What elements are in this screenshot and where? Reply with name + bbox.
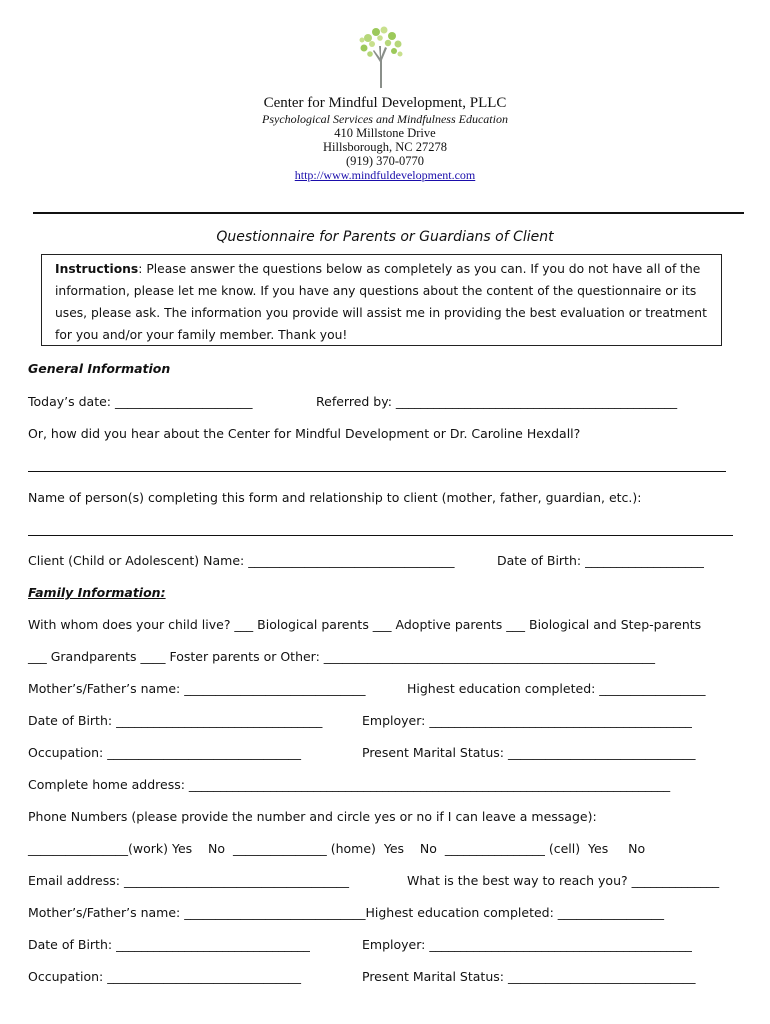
header-divider — [33, 212, 744, 214]
form-title: Questionnaire for Parents or Guardians of Client — [216, 229, 554, 245]
best-contact-field[interactable]: What is the best way to reach you? ______________ — [407, 873, 720, 888]
section-family-information: Family Information: — [28, 585, 166, 600]
name-completing-question: Name of person(s) completing this form and relationship to client (mother, father, guardian, etc.): — [28, 490, 642, 505]
marital-status-field-2[interactable]: Present Marital Status: ______________________________ — [362, 969, 696, 984]
employer-field-2[interactable]: Employer: __________________________________________ — [362, 937, 692, 952]
instructions-label: Instructions — [55, 262, 139, 276]
org-tagline: Psychological Services and Mindfulness Education — [262, 112, 508, 126]
todays-date-field[interactable]: Today’s date: ______________________ — [28, 394, 253, 409]
client-dob-field[interactable]: Date of Birth: ___________________ — [497, 553, 704, 568]
org-name: Center for Mindful Development, PLLC — [263, 95, 507, 111]
lives-with-options[interactable]: With whom does your child live? ___ Biological parents ___ Adoptive parents ___ Biological and Step-parents — [28, 617, 702, 632]
instructions-box — [41, 254, 722, 346]
occupation-field[interactable]: Occupation: _______________________________ — [28, 745, 301, 760]
website-link[interactable]: http://www.mindfuldevelopment.com — [294, 168, 476, 182]
phone-numbers-fields[interactable]: ________________(work) Yes No _______________ (home) Yes No ________________ (cell) Yes No — [28, 841, 646, 856]
instructions-text: : Please answer the questions below as completely as you can. If you do not have all of the information, please let me know. If you have any questions about the content of the questionnaire or its uses, please ask. The information you provide will assist me in providing the best evaluation or treatment for you and/or your family member. Thank you! — [55, 262, 707, 342]
lives-with-options-2[interactable]: ___ Grandparents ____ Foster parents or Other: _____________________________________________________ — [28, 649, 656, 664]
phone-number: (919) 370-0770 — [345, 154, 425, 168]
tree-logo-icon — [356, 24, 406, 88]
occupation-field-2[interactable]: Occupation: _______________________________ — [28, 969, 301, 984]
email-field[interactable]: Email address: ____________________________________ — [28, 873, 349, 888]
address-line-2: Hillsborough, NC 27278 — [323, 140, 447, 154]
how-heard-question: Or, how did you hear about the Center for Mindful Development or Dr. Caroline Hexdall? — [28, 426, 581, 441]
how-heard-answer-line[interactable] — [28, 471, 726, 472]
marital-status-field[interactable]: Present Marital Status: ______________________________ — [362, 745, 696, 760]
section-general-information: General Information — [28, 361, 171, 376]
referred-by-field[interactable]: Referred by: _____________________________________________ — [316, 394, 678, 409]
address-line-1: 410 Millstone Drive — [334, 126, 436, 140]
parent-dob-field-2[interactable]: Date of Birth: _______________________________ — [28, 937, 310, 952]
employer-field[interactable]: Employer: __________________________________________ — [362, 713, 692, 728]
client-name-field[interactable]: Client (Child or Adolescent) Name: _________________________________ — [28, 553, 455, 568]
parent-name-field-2[interactable]: Mother’s/Father’s name: _____________________________Highest education completed: _________________ — [28, 905, 665, 920]
name-completing-answer-line[interactable] — [28, 535, 733, 536]
education-field[interactable]: Highest education completed: _________________ — [407, 681, 706, 696]
phone-numbers-question: Phone Numbers (please provide the number and circle yes or no if I can leave a message): — [28, 809, 597, 824]
parent-dob-field[interactable]: Date of Birth: _________________________________ — [28, 713, 323, 728]
letterhead — [0, 94, 770, 183]
parent-name-field[interactable]: Mother’s/Father’s name: _____________________________ — [28, 681, 366, 696]
home-address-field[interactable]: Complete home address: _____________________________________________________________________________ — [28, 777, 671, 792]
